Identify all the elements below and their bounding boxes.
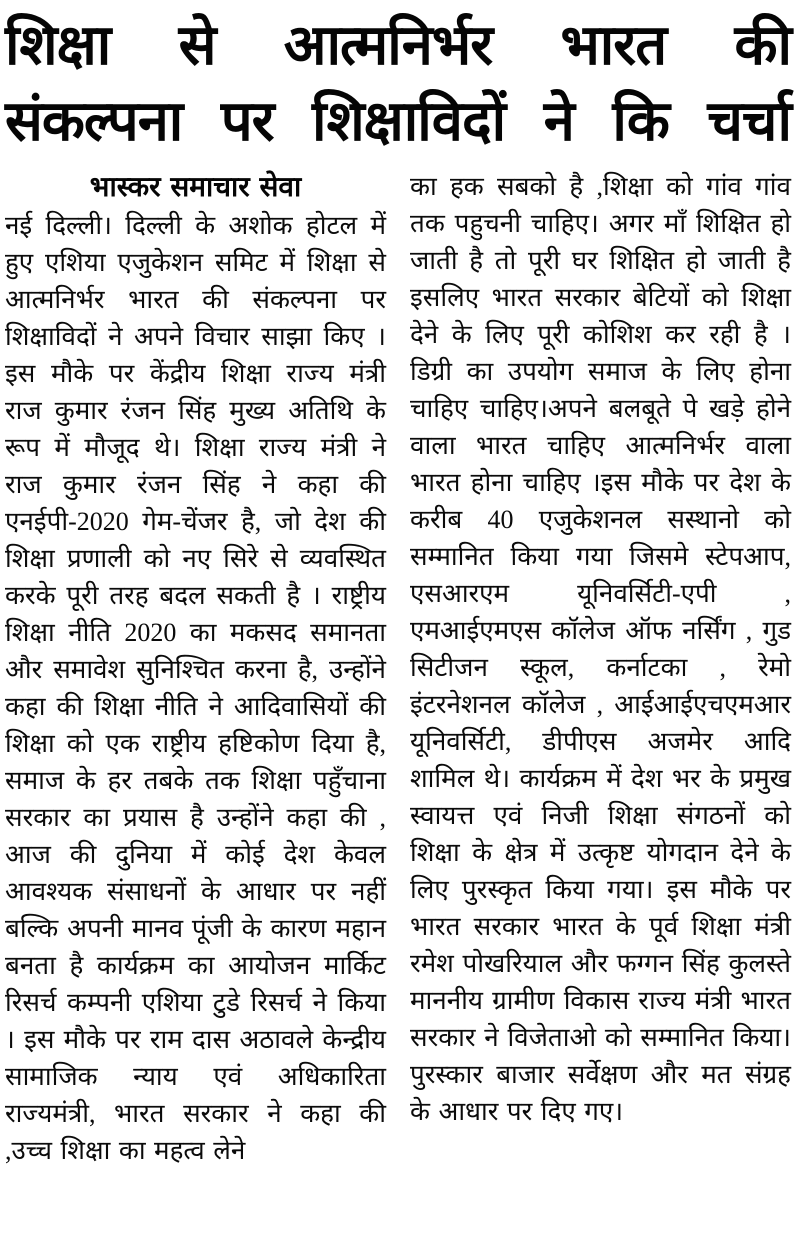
article-headline [5, 6, 791, 160]
headline-line-2: संकल्पना पर शिक्षाविदों ने कि चर्चा [5, 89, 791, 154]
article-columns [5, 168, 791, 1169]
body-text-right: का हक सबको है ,शिक्षा को गांव गांव तक पहुचनी चाहिए। अगर माँ शिक्षित हो जाती है तो पूरी घर शिक्षित हो जाती है इसलिए भारत सरकार बेटियों को शिक्षा देने के लिए पूरी कोशिश कर रही है ।डिग्री का उपयोग समाज के लिए होना चाहिए चाहिए।अपने बलबूते पे खड़े होने वाला भारत चाहिए आत्मनिर्भर वाला भारत होना चाहिए ।इस मौके पर देश के करीब 40 एजुकेशनल सस्थानो को सम्मानित किया गया जिसमे स्टेपआप, एसआरएम यूनिवर्सिटी-एपी , एमआईएमएस कॉलेज ऑफ नर्सिंग , गुड सिटीजन स्कूल, कर्नाटका , रेमो इंटरनेशनल कॉलेज , आईआईएचएमआर यूनिवर्सिटी, डीपीएस अजमेर आदि शामिल थे। कार्यक्रम में देश भर के प्रमुख स्वायत्त एवं निजी शिक्षा संगठनों को शिक्षा के क्षेत्र में उत्कृष्ट योगदान देने के लिए पुरस्कृत किया गया। इस मौके पर भारत सरकार भारत के पूर्व शिक्षा मंत्री रमेश पोखरियाल और फग्गन सिंह कुलस्ते माननीय ग्रामीण विकास राज्य मंत्री भारत सरकार ने विजेताओ को सम्मानित किया। पुरस्कार बाजार सर्वेक्षण और मत संग्रह के आधार पर दिए गए। [410, 172, 791, 1126]
headline-line-1: शिक्षा से आत्मनिर्भर भारत की [5, 13, 791, 78]
body-text-left: नई दिल्ली। दिल्ली के अशोक होटल में हुए एशिया एजुकेशन समिट में शिक्षा से आत्मनिर्भर भारत की संकल्पना पर शिक्षाविदों ने अपने विचार साझा किए । इस मौके पर केंद्रीय शिक्षा राज्य मंत्री राज कुमार रंजन सिंह मुख्य अतिथि के रूप में मौजूद थे। शिक्षा राज्य मंत्री ने राज कुमार रंजन सिंह ने कहा की एनईपी-2020 गेम-चेंजर है, जो देश की शिक्षा प्रणाली को नए सिरे से व्यवस्थित करके पूरी तरह बदल सकती है । राष्ट्रीय शिक्षा नीति 2020 का मकसद समानता और समावेश सुनिश्चित करना है, उन्होंने कहा की शिक्षा नीति ने आदिवासियों की शिक्षा को एक राष्ट्रीय हष्टिकोण दिया है, समाज के हर तबके तक शिक्षा पहुँचाना सरकार का प्रयास है उन्होंने कहा की , आज की दुनिया में कोई देश केवल आवश्यक संसाधनों के आधार पर नहीं बल्कि अपनी मानव पूंजी के कारण महान बनता है कार्यक्रम का आयोजन मार्किट रिसर्च कम्पनी एशिया टुडे रिसर्च ने किया । इस मौके पर राम दास अठावले केन्द्रीय सामाजिक न्याय एवं अधिकारिता राज्यमंत्री, भारत सरकार ने कहा की ,उच्च शिक्षा का महत्व लेने [5, 211, 386, 1165]
column-left [5, 168, 386, 1169]
column-right [410, 168, 791, 1169]
byline: भास्कर समाचार सेवा [89, 170, 302, 203]
